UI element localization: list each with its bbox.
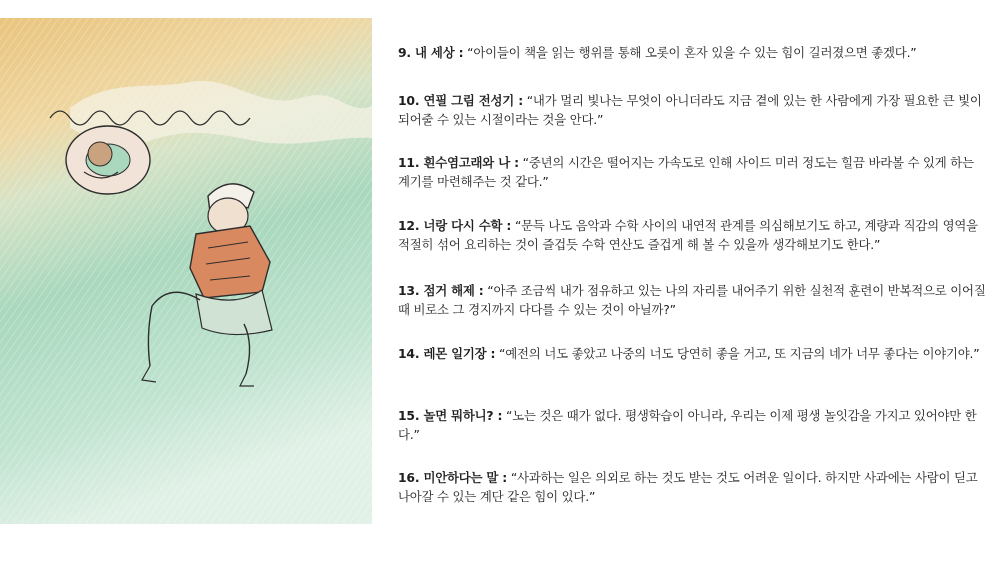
entry-title: 13. 점거 해제 : — [398, 283, 484, 298]
entry-title: 15. 놀면 뭐하니? : — [398, 408, 503, 423]
entry-title: 12. 너랑 다시 수학 : — [398, 218, 512, 233]
entry-quote: “사과하는 일은 의외로 하는 것도 받는 것도 어려운 일이다. 하지만 사과에는 사람이 딛고 나아갈 수 있는 계단 같은 힘이 있다.” — [398, 470, 978, 504]
entry-title: 11. 흰수염고래와 나 : — [398, 155, 519, 170]
list-item — [398, 153, 988, 191]
list-item — [398, 216, 988, 254]
list-item — [398, 43, 988, 62]
entry-title: 14. 레몬 일기장 : — [398, 346, 496, 361]
list-item — [398, 468, 988, 506]
swim-ring-figure — [66, 126, 150, 194]
entry-quote: “아주 조금씩 내가 점유하고 있는 나의 자리를 내어주기 위한 실천적 훈련이 반복적으로 이어질 때 비로소 그 경지까지 다다를 수 있는 것이 아닐까?” — [398, 283, 986, 317]
entry-title: 9. 내 세상 : — [398, 45, 464, 60]
entry-title: 16. 미안하다는 말 : — [398, 470, 508, 485]
entry-quote: “아이들이 책을 읽는 행위를 통해 오롯이 혼자 있을 수 있는 힘이 길러졌으면 좋겠다.” — [467, 45, 917, 60]
list-item — [398, 281, 988, 319]
entry-quote: “내가 멀리 빛나는 무엇이 아니더라도 지금 곁에 있는 한 사람에게 가장 필요한 큰 빛이 되어줄 수 있는 시절이라는 것을 안다.” — [398, 93, 982, 127]
list-item — [398, 406, 988, 444]
illustration-drawing — [0, 18, 372, 524]
entry-quote: “문득 나도 음악과 수학 사이의 내연적 관계를 의심해보기도 하고, 계량과 직감의 영역을 적절히 섞어 요리하는 것이 즐겁듯 수학 연산도 즐겁게 해 볼 수 있을까 생각해보기도 한다.” — [398, 218, 978, 252]
list-item — [398, 91, 988, 129]
entry-quote: “중년의 시간은 떨어지는 가속도로 인해 사이드 미러 정도는 힐끔 바라볼 수 있게 하는 계기를 마련해주는 것 같다.” — [398, 155, 974, 189]
colored-pencil-illustration — [0, 18, 372, 524]
entry-quote: “예전의 너도 좋았고 나중의 너도 당연히 좋을 거고, 또 지금의 네가 너무 좋다는 이야기야.” — [499, 346, 980, 361]
entry-quote: “노는 것은 때가 없다. 평생학습이 아니라, 우리는 이제 평생 놀잇감을 가지고 있어야만 한다.” — [398, 408, 977, 442]
list-item — [398, 344, 988, 363]
entry-title: 10. 연필 그림 전성기 : — [398, 93, 523, 108]
